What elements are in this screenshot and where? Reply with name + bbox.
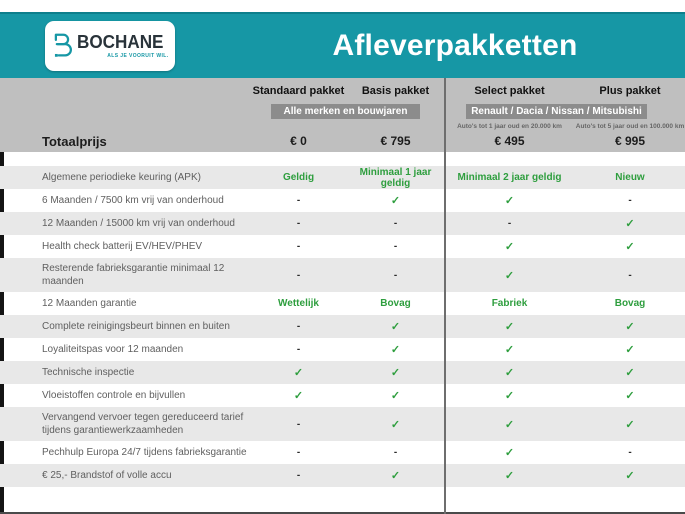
table-rows (0, 166, 685, 487)
table-row (0, 315, 685, 338)
row-label: 6 Maanden / 7500 km vrij van onderhoud (42, 195, 224, 206)
row-value-select: - (507, 218, 512, 229)
row-value-standaard: - (296, 269, 301, 281)
row-label: Health check batterij EV/HEV/PHEV (42, 241, 203, 252)
column-header-standaard: Standaard pakket (252, 85, 345, 97)
row-value-select: Minimaal 2 jaar geldig (457, 172, 562, 183)
row-value-standaard: - (296, 241, 301, 252)
table-row (0, 464, 685, 487)
row-label: Vloeistoffen controle en bijvullen (42, 390, 186, 401)
package-comparison-table (0, 78, 685, 514)
row-value-basis: - (393, 241, 398, 252)
bochane-logo-icon (51, 31, 72, 61)
row-value-basis: - (393, 269, 398, 281)
row-value-select: ✓ (504, 447, 515, 459)
logo-text (77, 33, 168, 59)
row-value-plus: - (628, 195, 632, 206)
empty-bottom-row (0, 487, 685, 512)
row-value-basis: Minimaal 1 jaar geldig (359, 166, 432, 189)
row-value-plus: - (628, 447, 632, 458)
row-value-select: Fabriek (491, 298, 528, 309)
row-value-standaard: - (296, 418, 301, 430)
table-row (0, 407, 685, 441)
column-headers (0, 85, 685, 97)
row-value-basis: ✓ (390, 321, 401, 333)
column-note-select: Auto's tot 1 jaar oud en 20.000 km (457, 123, 562, 130)
row-label: Loyaliteitspas voor 12 maanden (42, 344, 184, 355)
total-price-row (0, 130, 685, 152)
row-value-plus: ✓ (625, 418, 635, 431)
group-badge-all-brands: Alle merken en bouwjaren (271, 104, 420, 119)
group-badge-brands: Renault / Dacia / Nissan / Mitsubishi (466, 104, 647, 119)
logo-name: BOCHANE (77, 32, 164, 52)
row-value-select: ✓ (504, 367, 515, 379)
total-price-select: € 495 (494, 134, 525, 148)
total-price-standaard: € 0 (290, 134, 307, 148)
row-value-standaard: - (296, 447, 301, 458)
row-value-standaard: - (296, 344, 301, 355)
row-value-basis: ✓ (390, 470, 401, 482)
row-label: € 25,- Brandstof of volle accu (42, 470, 172, 481)
row-value-basis: Bovag (380, 298, 411, 309)
row-value-basis: - (393, 447, 398, 458)
column-group-divider (444, 78, 446, 514)
table-row (0, 189, 685, 212)
bochane-logo (45, 21, 175, 71)
total-price-plus: € 995 (614, 134, 646, 148)
row-value-plus: ✓ (625, 344, 635, 356)
row-value-plus: Bovag (614, 298, 646, 309)
row-value-standaard: ✓ (293, 367, 304, 379)
row-value-standaard: ✓ (293, 390, 304, 402)
spacer-row (0, 152, 685, 166)
logo-tagline: ALS JE VOORUIT WIL. (107, 53, 169, 59)
row-value-plus: ✓ (625, 390, 635, 402)
row-value-plus: ✓ (625, 367, 635, 379)
row-value-basis: - (393, 218, 398, 229)
row-value-standaard: Wettelijk (278, 298, 319, 309)
table-row (0, 441, 685, 464)
row-label: Pechhulp Europa 24/7 tijdens fabrieksgarantie (42, 447, 247, 458)
table-row (0, 361, 685, 384)
total-price-label: Totaalprijs (42, 133, 107, 149)
column-header-select: Select pakket (474, 85, 545, 97)
row-value-select: ✓ (504, 195, 515, 207)
row-value-basis: ✓ (390, 195, 401, 207)
page-title: Afleverpakketten (332, 29, 578, 62)
row-value-plus: ✓ (625, 218, 635, 230)
row-value-basis: ✓ (390, 390, 401, 402)
row-label: 12 Maanden garantie (42, 298, 137, 309)
row-value-select: ✓ (504, 418, 515, 431)
row-value-standaard: - (296, 321, 301, 332)
row-value-standaard: - (296, 195, 301, 206)
column-header-spacer (0, 85, 250, 97)
row-value-standaard: Geldig (282, 172, 315, 183)
total-price-basis: € 795 (380, 134, 411, 148)
row-label: Technische inspectie (42, 367, 135, 378)
row-value-basis: ✓ (390, 367, 401, 379)
row-value-plus: ✓ (625, 321, 635, 333)
table-row (0, 212, 685, 235)
table-header-band (0, 78, 685, 152)
table-row (0, 258, 685, 292)
column-header-basis: Basis pakket (361, 85, 430, 97)
table-row (0, 235, 685, 258)
table-row (0, 384, 685, 407)
row-value-select: ✓ (504, 344, 515, 356)
top-banner (0, 12, 685, 78)
row-value-standaard: - (296, 470, 301, 481)
table-row (0, 166, 685, 189)
row-value-select: ✓ (504, 470, 515, 482)
row-label: Vervangend vervoer tegen gereduceerd tarief tijdens garantiewerkzaamheden (42, 412, 244, 436)
row-value-plus: Nieuw (615, 172, 645, 183)
row-value-select: ✓ (504, 321, 515, 333)
row-label: 12 Maanden / 15000 km vrij van onderhoud (42, 218, 235, 229)
row-value-standaard: - (296, 218, 301, 229)
row-value-select: ✓ (504, 390, 515, 402)
row-value-basis: ✓ (390, 344, 401, 356)
column-header-plus: Plus pakket (599, 85, 661, 97)
row-value-plus: ✓ (625, 470, 635, 482)
row-label: Algemene periodieke keuring (APK) (42, 172, 201, 183)
row-label: Resterende fabrieksgarantie minimaal 12 maanden (42, 263, 225, 287)
row-value-plus: - (628, 269, 632, 281)
row-value-select: ✓ (504, 241, 515, 253)
row-label: Complete reinigingsbeurt binnen en buiten (42, 321, 230, 332)
column-note-plus: Auto's tot 5 jaar oud en 100.000 km (575, 123, 685, 130)
row-value-plus: ✓ (625, 241, 635, 253)
row-value-basis: ✓ (390, 418, 401, 431)
row-value-select: ✓ (504, 269, 515, 282)
table-row (0, 292, 685, 315)
table-row (0, 338, 685, 361)
